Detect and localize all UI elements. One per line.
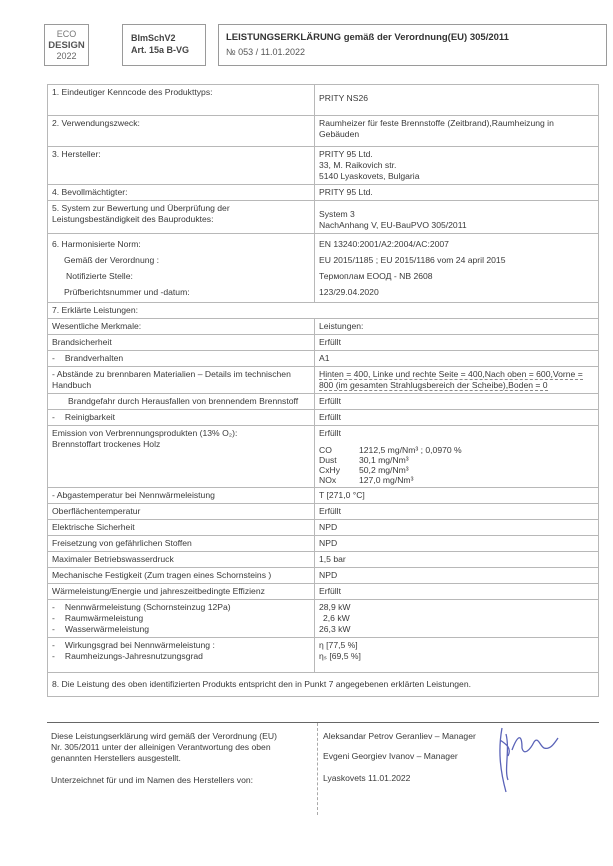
label: Mechanische Festigkeit (Zum tragen eines Schornsteins ) — [48, 568, 315, 584]
label: Elektrische Sicherheit — [48, 520, 315, 536]
row-s1 — [48, 85, 599, 116]
value: Erfüllt — [315, 394, 599, 410]
signer-name: Aleksandar Petrov Geranliev – Manager — [323, 731, 476, 741]
value: T [271,0 °C] — [315, 488, 599, 504]
declaration-table — [47, 84, 599, 697]
value-line: NachAnhang V, EU-BauPVO 305/2011 — [319, 220, 467, 230]
label — [48, 600, 315, 638]
label — [48, 201, 315, 234]
table-row — [48, 552, 599, 568]
label-line: - Raumwärmeleistung — [52, 613, 310, 624]
label-line: Prüfberichtsnummer und -datum: — [64, 287, 190, 297]
value-line: PRITY 95 Ltd. — [319, 149, 373, 159]
label-line: - Raumheizungs-Jahresnutzungsgrad — [52, 651, 310, 662]
document-title-box — [218, 24, 607, 66]
power-row — [48, 600, 599, 638]
blm-line1: BImSchV2 — [131, 33, 176, 43]
value — [315, 201, 599, 234]
label-line: - Wirkungsgrad bei Nennwärmeleistung : — [52, 640, 310, 651]
footer-line: Diese Leistungserklärung wird gemäß der Verordnung (EU) — [51, 731, 277, 741]
place-date: Lyaskovets 11.01.2022 — [323, 773, 411, 783]
ecodesign-badge — [44, 24, 89, 66]
label: Oberflächentemperatur — [48, 504, 315, 520]
footer-left — [51, 731, 313, 786]
conformity-statement: 8. Die Leistung des oben identifizierten Produkts entspricht den in Punkt 7 angegebenen erklärten Leistungen. — [48, 673, 599, 697]
label: Wärmeleistung/Energie und jahreszeitbedingte Effizienz — [48, 584, 315, 600]
label-line: 5. System zur Bewertung und Überprüfung der — [52, 203, 230, 213]
label: Brandgefahr durch Herausfallen von brennendem Brennstoff — [48, 394, 315, 410]
table-row — [48, 410, 599, 426]
row-s5 — [48, 201, 599, 234]
label: Freisetzung von gefährlichen Stoffen — [48, 536, 315, 552]
table-row — [48, 488, 599, 504]
column-header: Leistungen: — [315, 319, 599, 335]
label: - Abgastemperatur bei Nennwärmeleistung — [48, 488, 315, 504]
emission-value: 127,0 mg/Nm³ — [359, 475, 414, 485]
handwritten-signature-icon — [440, 720, 560, 800]
emission-values — [319, 445, 594, 485]
value-line: 123/29.04.2020 — [319, 287, 379, 297]
bimschv-badge — [122, 24, 206, 66]
value-line: 2,6 kW — [323, 613, 350, 623]
row-s4 — [48, 185, 599, 201]
column-header: Wesentliche Merkmale: — [48, 319, 315, 335]
footer-line: Nr. 305/2011 unter der alleinigen Verantwortung des oben — [51, 742, 271, 752]
value — [315, 638, 599, 673]
emission-value: 30,1 mg/Nm³ — [359, 455, 409, 465]
value-line: Erfüllt — [319, 428, 341, 438]
label: 4. Bevollmächtigter: — [48, 185, 315, 201]
label-line: Brennstoffart trockenes Holz — [52, 439, 161, 449]
label: - Abstände zu brennbaren Materialien – Details im technischen Handbuch — [48, 367, 315, 394]
label-line: Gemäß der Verordnung : — [64, 255, 160, 265]
value: NPD — [315, 520, 599, 536]
emission-row — [48, 426, 599, 488]
emission-name: CO — [319, 445, 332, 455]
label: - Brandverhalten — [48, 351, 315, 367]
value-line: 5140 Lyaskovets, Bulgaria — [319, 171, 420, 181]
table-row — [48, 504, 599, 520]
label: Brandsicherheit — [48, 335, 315, 351]
document-title: LEISTUNGSERKLÄRUNG gemäß der Verordnung(EU) 305/2011 — [226, 32, 509, 43]
value-line: EN 13240:2001/A2:2004/AC:2007 — [319, 239, 449, 249]
row-s3 — [48, 147, 599, 185]
signer-name: Evgeni Georgiev Ivanov – Manager — [323, 751, 458, 761]
footer-line: genannten Herstellers ausgestellt. — [51, 753, 181, 763]
label: 1. Eindeutiger Kenncode des Produkttyps: — [48, 85, 315, 116]
label: Maximaler Betriebswasserdruck — [48, 552, 315, 568]
value-line: 26,3 kW — [319, 624, 351, 634]
value-line: 28,9 kW — [319, 602, 351, 612]
value-line: EU 2015/1185 ; EU 2015/1186 vom 24 april 2015 — [319, 255, 506, 265]
label: 2. Verwendungszweck: — [48, 116, 315, 147]
label — [48, 234, 315, 303]
value — [315, 367, 599, 394]
value: PRITY 95 Ltd. — [315, 185, 599, 201]
label — [48, 426, 315, 488]
table-row — [48, 394, 599, 410]
table-row — [48, 568, 599, 584]
table-row — [48, 584, 599, 600]
label-line: Leistungsbeständigkeit des Bauproduktes: — [52, 214, 214, 224]
value: A1 — [315, 351, 599, 367]
value: Erfüllt — [315, 584, 599, 600]
value-line: System 3 — [319, 209, 355, 219]
eco-line1: ECO — [56, 29, 77, 39]
value-line: 33, M. Raikovich str. — [319, 160, 397, 170]
eco-line3: 2022 — [56, 51, 77, 61]
label — [48, 638, 315, 673]
value — [315, 147, 599, 185]
value: NPD — [315, 568, 599, 584]
emission-value: 50,2 mg/Nm³ — [359, 465, 409, 475]
table-row — [48, 367, 599, 394]
emission-name: CxHy — [319, 465, 341, 475]
label-line: Notifizierte Stelle: — [66, 271, 133, 281]
table-row — [48, 335, 599, 351]
label-line: Emission von Verbrennungsprodukten (13% O₂): — [52, 428, 238, 438]
blm-line2: Art. 15a B-VG — [131, 45, 190, 55]
value — [315, 234, 599, 303]
emission-name: NOx — [319, 475, 337, 485]
table-row — [48, 520, 599, 536]
label-line: - Nennwärmeleistung (Schornsteinzug 12Pa) — [52, 602, 310, 613]
table-row — [48, 536, 599, 552]
value-text: Hinten = 400, Linke und rechte Seite = 400,Nach oben = 600,Vorne = 800 (im gesamten Strahlugsbereich der Scheibe),Boden = 0 — [319, 369, 583, 390]
value: 1,5 bar — [315, 552, 599, 568]
value: Erfüllt — [315, 410, 599, 426]
footer-divider — [317, 723, 318, 815]
label: - Reinigbarkeit — [48, 410, 315, 426]
row-s7-heading — [48, 303, 599, 319]
efficiency-row — [48, 638, 599, 673]
value: Erfüllt — [315, 504, 599, 520]
label: 3. Hersteller: — [48, 147, 315, 185]
row-s2 — [48, 116, 599, 147]
value — [315, 426, 599, 488]
document-number: № 053 / 11.01.2022 — [226, 47, 306, 57]
value-line: ηₛ [69,5 %] — [319, 651, 361, 661]
value: PRITY NS26 — [315, 85, 599, 116]
row-s8 — [48, 673, 599, 697]
eco-line2: DESIGN — [48, 40, 85, 51]
signed-for-text: Unterzeichnet für und im Namen des Herstellers von: — [51, 775, 254, 785]
value: Raumheizer für feste Brennstoffe (Zeitbrand),Raumheizung in Gebäuden — [315, 116, 599, 147]
value — [315, 600, 599, 638]
emission-name: Dust — [319, 455, 337, 465]
row-s6 — [48, 234, 599, 303]
value-line: Термоплам ЕООД - NB 2608 — [319, 271, 433, 281]
value: NPD — [315, 536, 599, 552]
section-heading: 7. Erklärte Leistungen: — [48, 303, 599, 319]
value: Erfüllt — [315, 335, 599, 351]
emission-value: 1212,5 mg/Nm³ ; 0,0970 % — [359, 445, 462, 455]
label-line: - Wasserwärmeleistung — [52, 624, 310, 635]
label-line: 6. Harmonisierte Norm: — [52, 239, 141, 249]
row-s7-colheads — [48, 319, 599, 335]
value-line: η [77,5 %] — [319, 640, 358, 650]
table-row — [48, 351, 599, 367]
